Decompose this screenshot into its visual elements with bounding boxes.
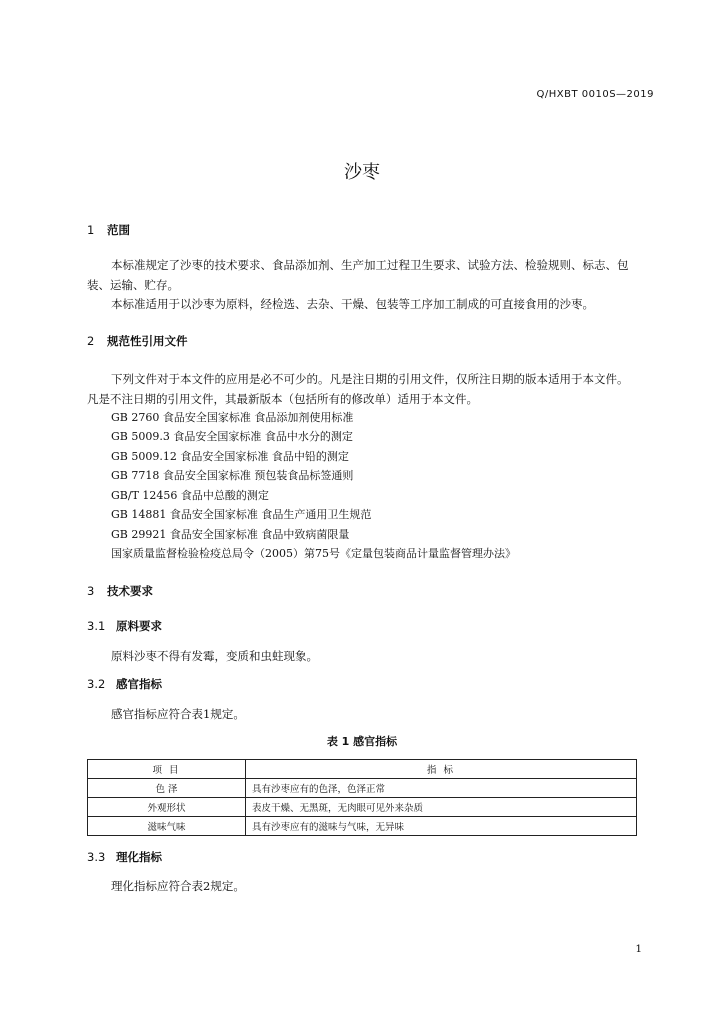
table-row [88, 817, 637, 836]
table-cell: 具有沙枣应有的滋味与气味，无异味 [246, 817, 637, 836]
table-cell: 外观形状 [88, 798, 246, 817]
document-title: 沙枣 [344, 162, 380, 183]
section-title: 范围 [107, 223, 130, 237]
section-1-heading [87, 222, 130, 238]
reference-item: GB 7718 食品安全国家标准 预包装食品标签通则 [111, 469, 354, 482]
reference-item: GB 5009.3 食品安全国家标准 食品中水分的测定 [111, 430, 353, 443]
section-3-heading [87, 583, 153, 599]
table-cell: 具有沙枣应有的色泽，色泽正常 [246, 779, 637, 798]
subsection-3-1-heading [87, 618, 162, 634]
table-row [88, 798, 637, 817]
section-number: 1 [87, 223, 95, 237]
subsection-number: 3.3 [87, 850, 106, 864]
sensory-text: 感官指标应符合表1规定。 [111, 707, 245, 721]
column-header-item: 项 目 [88, 760, 246, 779]
reference-item: GB 5009.12 食品安全国家标准 食品中铅的测定 [111, 450, 349, 463]
column-header-indicator: 指 标 [246, 760, 637, 779]
scope-paragraph-1: 本标准规定了沙枣的技术要求、食品添加剂、生产加工过程卫生要求、试验方法、检验规则、标志、包装、运输、贮存。 [87, 258, 629, 292]
reference-item: 国家质量监督检验检疫总局令（2005）第75号《定量包装商品计量监督管理办法》 [111, 547, 516, 560]
reference-item: GB 14881 食品安全国家标准 食品生产通用卫生规范 [111, 508, 372, 521]
sensory-table [87, 759, 637, 836]
section-number: 2 [87, 334, 95, 348]
table-cell: 表皮干燥、无黑斑，无肉眼可见外来杂质 [246, 798, 637, 817]
section-title: 规范性引用文件 [107, 334, 188, 348]
subsection-title: 原料要求 [116, 619, 162, 633]
section-title: 技术要求 [107, 584, 153, 598]
subsection-3-2-heading [87, 676, 162, 692]
raw-material-requirement: 原料沙枣不得有发霉，变质和虫蛀现象。 [111, 649, 318, 663]
table-caption: 表 1 感官指标 [326, 735, 398, 748]
table-header-row [88, 760, 637, 779]
table-cell: 色 泽 [88, 779, 246, 798]
subsection-title: 感官指标 [116, 677, 162, 691]
reference-item: GB 2760 食品安全国家标准 食品添加剂使用标准 [111, 411, 354, 424]
physicochemical-text: 理化指标应符合表2规定。 [111, 879, 245, 893]
table-row [88, 779, 637, 798]
reference-item: GB 29921 食品安全国家标准 食品中致病菌限量 [111, 528, 350, 541]
subsection-number: 3.2 [87, 677, 106, 691]
section-2-heading [87, 333, 188, 349]
document-number: Q/HXBT 0010S—2019 [536, 89, 654, 100]
scope-paragraph-2: 本标准适用于以沙枣为原料，经检选、去杂、干燥、包装等工序加工制成的可直接食用的沙枣。 [111, 297, 594, 311]
subsection-title: 理化指标 [116, 850, 162, 864]
section-number: 3 [87, 584, 95, 598]
table-cell: 滋味气味 [88, 817, 246, 836]
subsection-number: 3.1 [87, 619, 106, 633]
page-number: 1 [635, 943, 642, 955]
reference-item: GB/T 12456 食品中总酸的测定 [111, 489, 269, 502]
references-intro: 下列文件对于本文件的应用是必不可少的。凡是注日期的引用文件，仅所注日期的版本适用于本文件。凡是不注日期的引用文件，其最新版本（包括所有的修改单）适用于本文件。 [87, 372, 629, 406]
subsection-3-3-heading [87, 849, 162, 865]
